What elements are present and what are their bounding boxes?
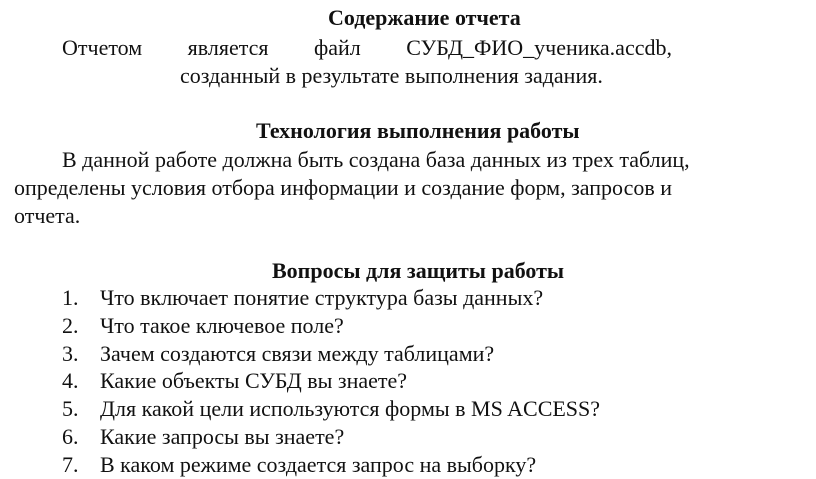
list-item — [62, 284, 600, 312]
list-item-text: Что такое ключевое поле? — [100, 312, 344, 338]
word: СУБД_ФИО_ученика.accdb, — [406, 35, 672, 60]
list-item-number: 7. — [62, 451, 79, 477]
questions-list — [62, 284, 600, 479]
list-item — [62, 451, 600, 479]
list-item — [62, 312, 600, 340]
list-item-number: 5. — [62, 396, 79, 422]
list-item-text: Зачем создаются связи между таблицами? — [100, 340, 495, 366]
word: Отчетом — [62, 35, 143, 60]
word: является — [187, 35, 269, 60]
report-contents-line-2: созданный в результате выполнения задания. — [180, 63, 603, 88]
technology-heading: Технология выполнения работы — [256, 118, 580, 143]
technology-paragraph-line-1: В данной работе должна быть создана база данных из трех таблиц, — [62, 147, 690, 172]
list-item-text: В каком режиме создается запрос на выборку? — [100, 451, 537, 477]
list-item-text: Для какой цели используются формы в MS ACCESS? — [100, 396, 601, 422]
list-item-text: Какие запросы вы знаете? — [100, 423, 345, 449]
list-item-number: 3. — [62, 340, 79, 366]
list-item-text: Что включает понятие структура базы данных? — [100, 285, 544, 310]
list-item-number: 2. — [62, 312, 79, 338]
technology-paragraph-line-3: отчета. — [14, 203, 81, 228]
defense-questions-heading: Вопросы для защиты работы — [272, 258, 565, 283]
report-contents-heading: Содержание отчета — [328, 5, 521, 30]
list-item — [62, 340, 600, 368]
list-item-text: Какие объекты СУБД вы знаете? — [100, 368, 408, 394]
list-item-number: 4. — [62, 368, 79, 394]
list-item-number: 1. — [62, 285, 79, 310]
list-item — [62, 395, 600, 423]
technology-paragraph-line-2: определены условия отбора информации и создание форм, запросов и — [14, 175, 672, 200]
word: файл — [314, 35, 361, 60]
list-item — [62, 423, 600, 451]
report-contents-line-1 — [62, 34, 672, 61]
list-item — [62, 367, 600, 395]
list-item-number: 6. — [62, 423, 79, 449]
